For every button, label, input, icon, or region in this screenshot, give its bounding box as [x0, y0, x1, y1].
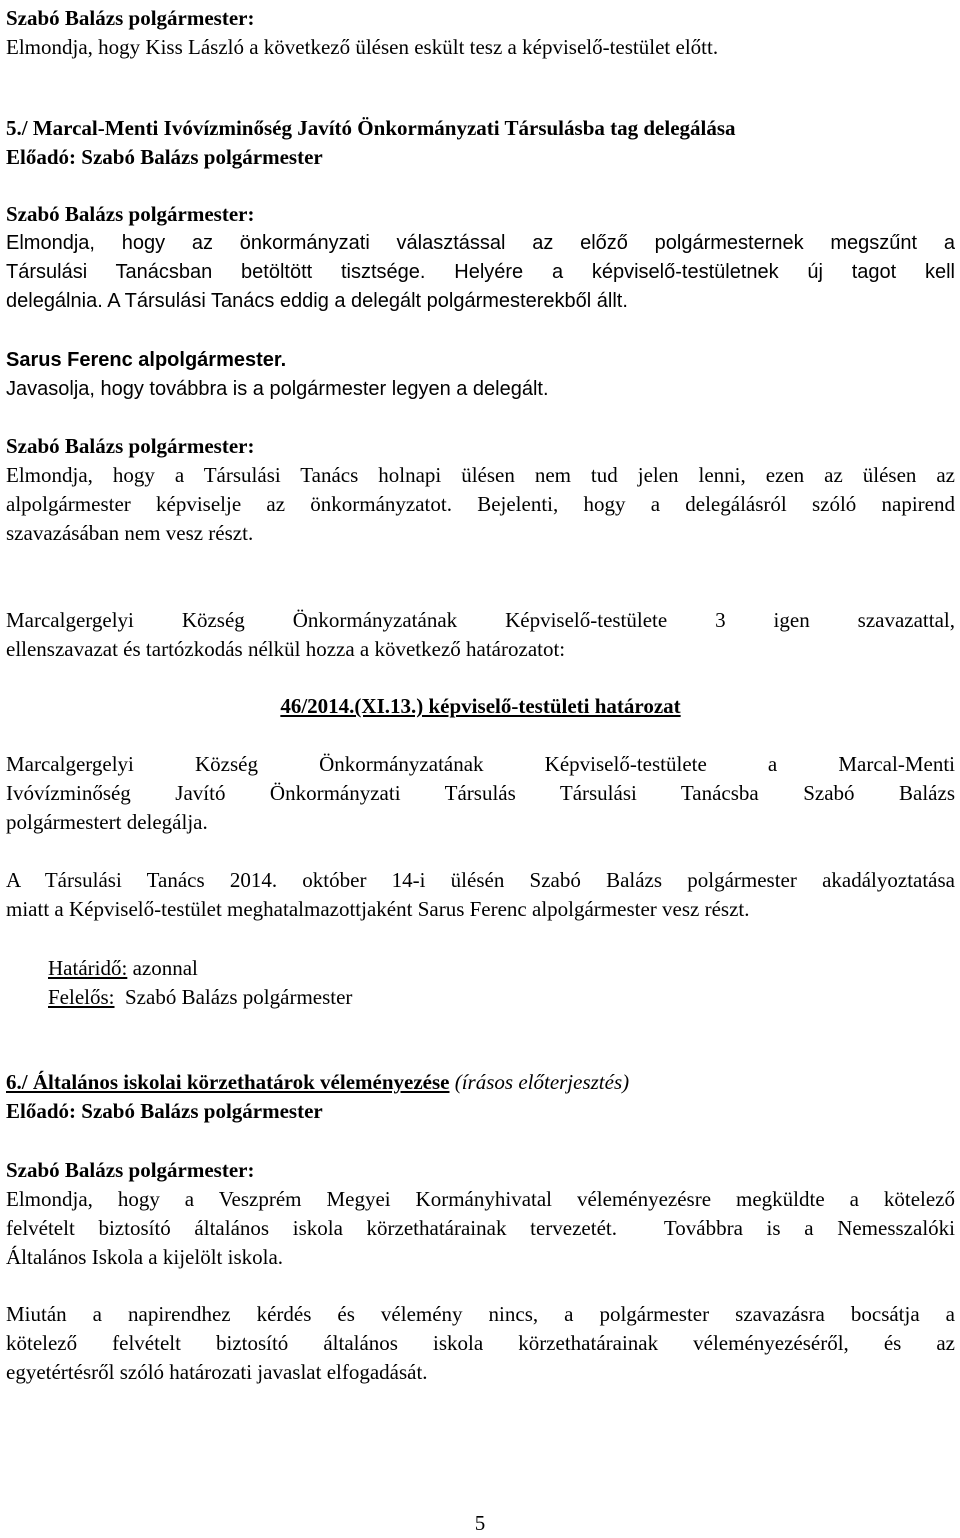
speech-line: Elmondja, hogy az önkormányzati választással az előző polgármesternek megszűnt a — [6, 232, 955, 254]
agenda-heading-title: 6./ Általános iskolai körzethatárok véleményezése — [6, 1070, 450, 1094]
resolution-line: miatt a Képviselő-testület meghatalmazottjaként Sarus Ferenc alpolgármester vesz részt. — [6, 897, 750, 921]
speaker-name: Sarus Ferenc alpolgármester. — [6, 349, 287, 371]
presenter-line: Előadó: Szabó Balázs polgármester — [6, 1099, 323, 1123]
page-number: 5 — [474, 1511, 486, 1535]
vote-intro-line: egyetértésről szóló határozati javaslat elfogadását. — [6, 1360, 428, 1384]
deadline-value: azonnal — [127, 956, 198, 980]
vote-statement — [6, 606, 955, 664]
speaker-block-4 — [6, 432, 955, 548]
speaker-block-2 — [6, 200, 955, 316]
deadline-label: Határidő: — [48, 956, 128, 980]
responsible-line — [48, 983, 960, 1012]
speech-line: felvételt biztosító általános iskola körzethatárainak tervezetét. Továbbra is a Nemesszalóki — [6, 1216, 955, 1240]
resolution-line: polgármestert delegálja. — [6, 810, 208, 834]
speech-line: Társulási Tanácsban betöltött tisztsége. Helyére a képviselő-testületnek új tagot kell — [6, 261, 955, 283]
speaker-name: Szabó Balázs polgármester: — [6, 202, 255, 226]
resolution-line: Marcalgergelyi Község Önkormányzatának Képviselő-testülete a Marcal-Menti — [6, 752, 955, 776]
speaker-name: Szabó Balázs polgármester: — [6, 6, 255, 30]
speaker-block-1 — [6, 4, 955, 62]
vote-intro — [6, 1300, 955, 1387]
speech-line: Általános Iskola a kijelölt iskola. — [6, 1245, 284, 1269]
agenda-heading-note: (írásos előterjesztés) — [449, 1070, 630, 1094]
speaker-name: Szabó Balázs polgármester: — [6, 1158, 255, 1182]
agenda-item-5-header — [6, 114, 955, 172]
speaker-block-3 — [6, 346, 955, 404]
agenda-heading: 5./ Marcal-Menti Ivóvízminőség Javító Önkormányzati Társulásba tag delegálása — [6, 116, 736, 140]
speech-line: szavazásában nem vesz részt. — [6, 521, 254, 545]
speech-line: delegálnia. A Társulási Tanács eddig a delegált polgármesterekből állt. — [6, 290, 628, 312]
resolution-title: 46/2014.(XI.13.) képviselő-testületi határozat — [280, 694, 681, 718]
responsible-label: Felelős: — [48, 985, 115, 1009]
vote-intro-line: Miután a napirendhez kérdés és vélemény nincs, a polgármester szavazásra bocsátja a — [6, 1302, 955, 1326]
speech-line: Elmondja, hogy a Társulási Tanács holnapi ülésen nem tud jelen lenni, ezen az ülésen az — [6, 463, 955, 487]
vote-intro-line: kötelező felvételt biztosító általános iskola körzethatárainak véleményezéséről, és az — [6, 1331, 955, 1355]
vote-line: Marcalgergelyi Község Önkormányzatának Képviselő-testülete 3 igen szavazattal, — [6, 608, 955, 632]
resolution-line: A Társulási Tanács 2014. október 14-i ülésén Szabó Balázs polgármester akadályoztatása — [6, 868, 955, 892]
speech-line: alpolgármester képviselje az önkormányzatot. Bejelenti, hogy a delegálásról szóló napirend — [6, 492, 955, 516]
resolution-line: Ivóvízminőség Javító Önkormányzati Társulás Társulási Tanácsba Szabó Balázs — [6, 781, 955, 805]
presenter-line: Előadó: Szabó Balázs polgármester — [6, 145, 323, 169]
speech-text: Elmondja, hogy Kiss László a következő ülésen eskült tesz a képviselő-testület előtt. — [6, 35, 719, 59]
resolution-body — [6, 750, 955, 837]
resolution-body-2 — [6, 866, 955, 924]
resolution-title-block — [6, 692, 955, 721]
speech-line: Elmondja, hogy a Veszprém Megyei Kormányhivatal véleményezésre megküldte a kötelező — [6, 1187, 955, 1211]
deadline-block — [48, 954, 960, 1012]
agenda-heading — [6, 1068, 955, 1097]
deadline-line — [48, 954, 960, 983]
vote-line: ellenszavazat és tartózkodás nélkül hozza a következő határozatot: — [6, 637, 566, 661]
agenda-item-6-header — [6, 1068, 955, 1126]
speaker-name: Szabó Balázs polgármester: — [6, 434, 255, 458]
speech-text: Javasolja, hogy továbbra is a polgármester legyen a delegált. — [6, 378, 549, 400]
speaker-block-5 — [6, 1156, 955, 1272]
responsible-value: Szabó Balázs polgármester — [114, 985, 353, 1009]
